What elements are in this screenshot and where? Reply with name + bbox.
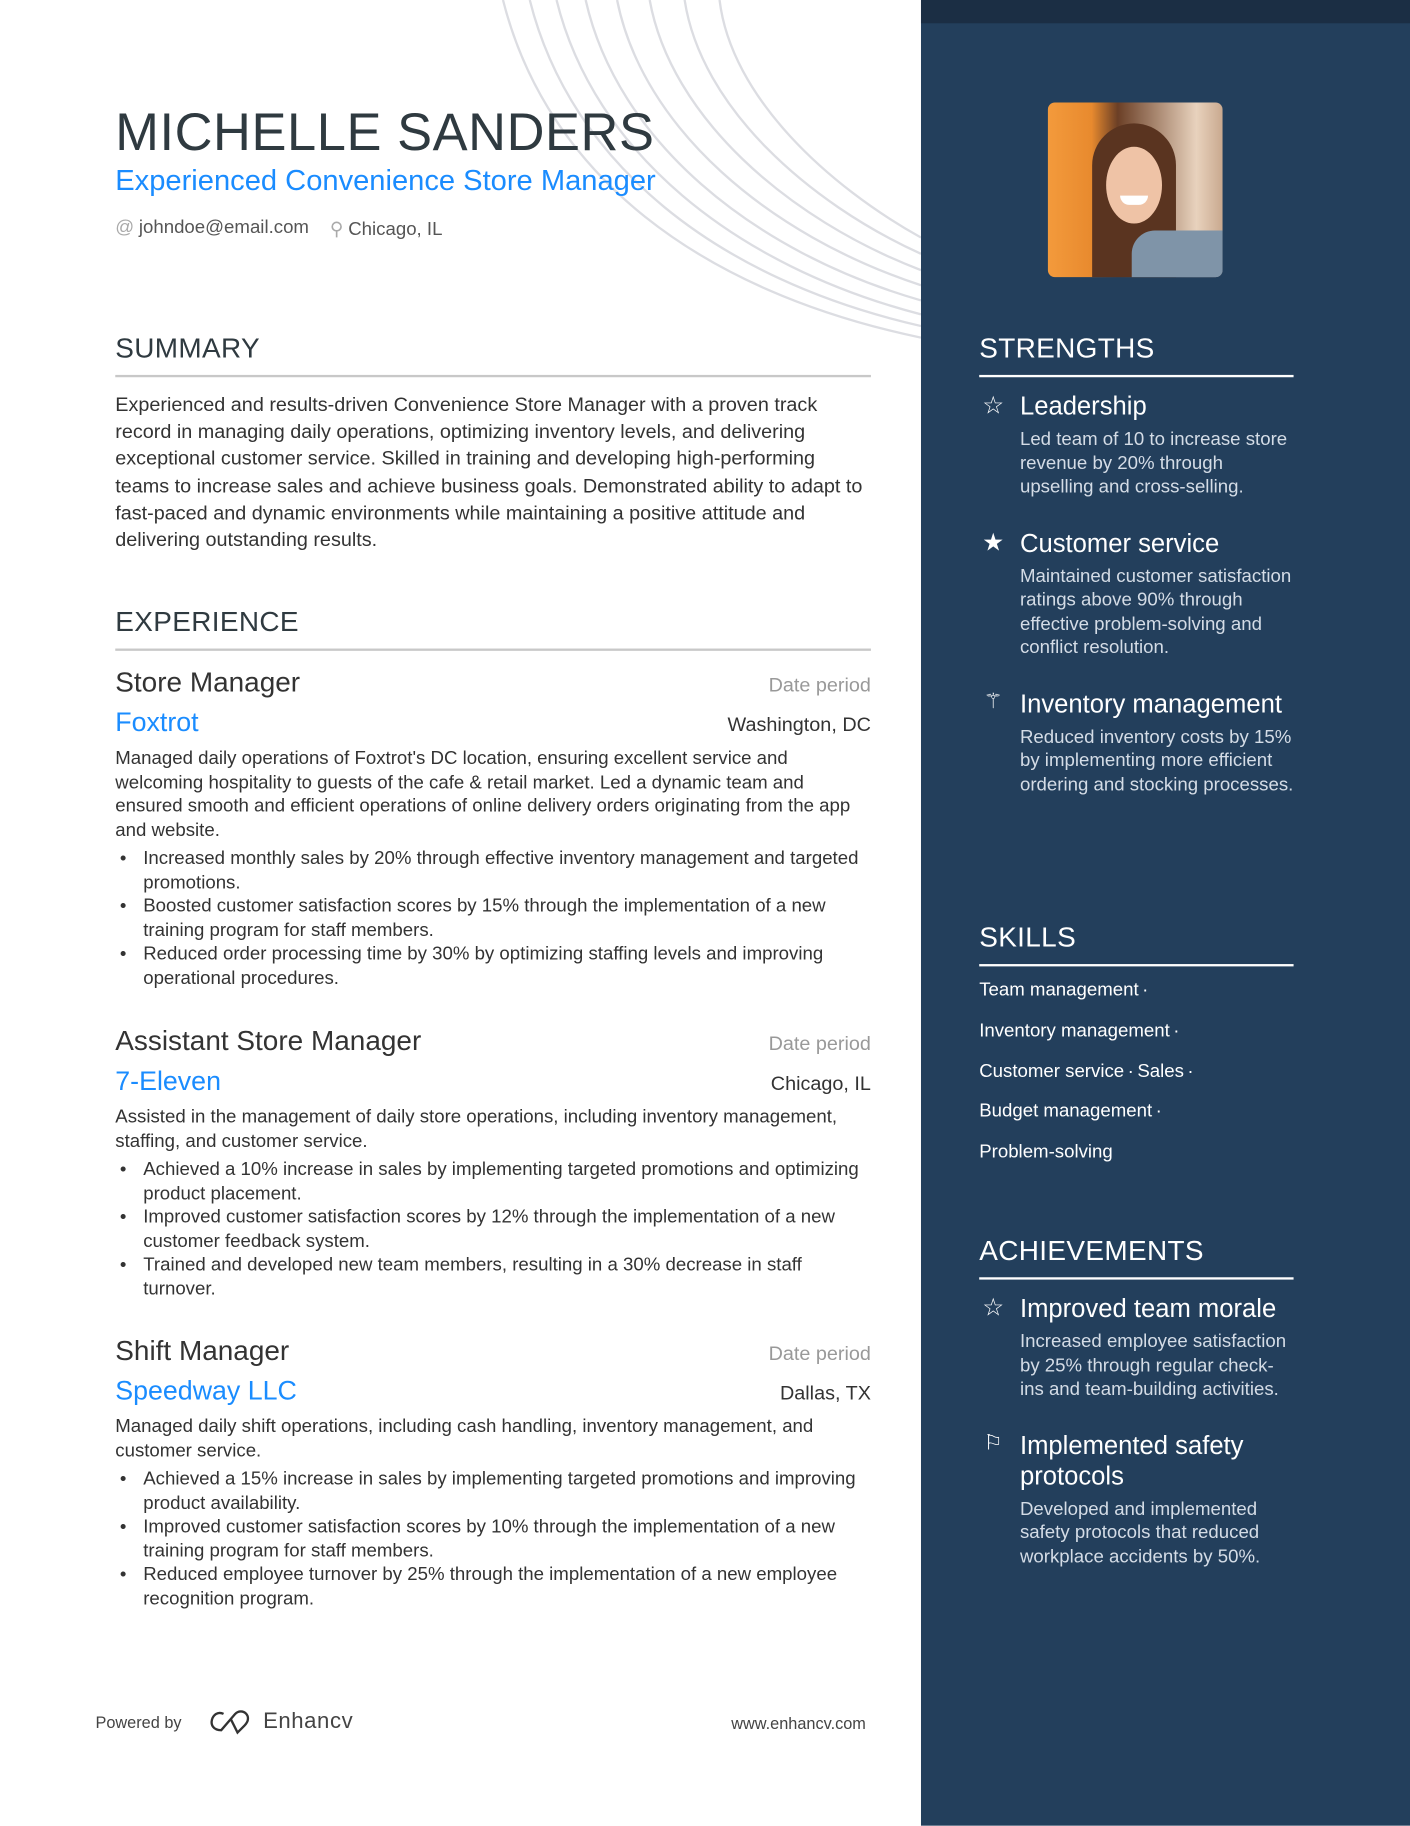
- job-location: Chicago, IL: [770, 1072, 871, 1095]
- footer-url[interactable]: www.enhancv.com: [731, 1713, 866, 1733]
- skill-tag: Budget management: [979, 1101, 1153, 1122]
- job-location: Dallas, TX: [779, 1382, 871, 1405]
- footer-brand: [95, 1709, 353, 1735]
- enhancv-logo[interactable]: [207, 1709, 353, 1735]
- skill-tag: Problem-solving: [979, 1142, 1113, 1163]
- skill-line: [979, 971, 1293, 1012]
- enhancv-logo-icon: [207, 1709, 254, 1735]
- skill-separator: ·: [1173, 1020, 1180, 1041]
- skill-separator: ·: [1127, 1061, 1134, 1082]
- bullet-item: • Boosted customer satisfaction scores by 15% through the implementation of a new training program for staff members.: [115, 895, 871, 943]
- star-filled-icon: ★: [982, 529, 1005, 556]
- job-role: Shift Manager: [115, 1335, 290, 1367]
- candidate-name: MICHELLE SANDERS: [115, 102, 655, 162]
- job-role: Store Manager: [115, 667, 301, 699]
- achievement-item: [979, 1430, 1293, 1569]
- strength-title: Leadership: [1019, 391, 1147, 421]
- contact-info: [115, 218, 442, 241]
- photo-jacket: [1132, 231, 1223, 278]
- enhancv-brand-text: Enhancv: [263, 1709, 354, 1734]
- achievement-title: Implemented safety protocols: [1019, 1430, 1244, 1490]
- job-bullets: [115, 1468, 871, 1611]
- job-entry: [115, 1335, 871, 1611]
- skill-line: [979, 1133, 1293, 1174]
- job-description: Assisted in the management of daily store operations, including inventory management, staffing, and customer service.: [115, 1107, 838, 1151]
- photo-face: [1106, 147, 1162, 224]
- email-text: johndoe@email.com: [138, 217, 309, 238]
- email[interactable]: [115, 218, 309, 241]
- location-pin-icon: ⚲: [329, 220, 344, 240]
- section-heading: SUMMARY: [115, 332, 261, 365]
- divider: [115, 649, 871, 651]
- job-date: Date period: [768, 1342, 871, 1365]
- strength-description: Maintained customer satisfaction ratings above 90% through effective problem-solving and conflict resolution.: [1019, 566, 1292, 658]
- skill-tag: Customer service: [979, 1061, 1125, 1082]
- job-bullets: [115, 848, 871, 991]
- bullet-item: • Increased monthly sales by 20% through effective inventory management and targeted promotions.: [115, 848, 871, 896]
- divider: [115, 375, 871, 377]
- job-date: Date period: [768, 1032, 871, 1055]
- sidebar-top-band: [921, 0, 1410, 23]
- achievement-title: Improved team morale: [1019, 1293, 1277, 1323]
- strength-item: [979, 528, 1293, 661]
- magic-wand-icon: ⚚: [983, 688, 1003, 712]
- at-icon: @: [115, 217, 135, 238]
- skill-tag: Team management: [979, 980, 1139, 1001]
- job-description: Managed daily operations of Foxtrot's DC location, ensuring excellent service and welcoming hospitality to guests of the cafe & retail market. Led a dynamic team and ensured smooth and efficient operations of online delivery orders originating from the app and website.: [115, 748, 851, 841]
- bullet-item: • Improved customer satisfaction scores by 10% through the implementation of a new training program for staff members.: [115, 1516, 871, 1564]
- experience-section: [115, 607, 871, 651]
- skill-separator: ·: [1155, 1101, 1162, 1122]
- job-entry: [115, 1026, 871, 1302]
- skill-separator: ·: [1142, 980, 1149, 1001]
- job-company[interactable]: Speedway LLC: [115, 1375, 297, 1406]
- strength-item: [979, 689, 1293, 798]
- star-outline-icon: ☆: [982, 392, 1005, 420]
- divider: [979, 375, 1293, 377]
- star-outline-icon: ☆: [982, 1294, 1005, 1322]
- skill-line: [979, 1012, 1293, 1053]
- skill-line: [979, 1093, 1293, 1134]
- skill-separator: ·: [1187, 1061, 1194, 1082]
- job-company[interactable]: Foxtrot: [115, 706, 199, 738]
- summary-text: Experienced and results-driven Convenience Store Manager with a proven track record in managing daily operations, optimizing inventory levels, and delivering exceptional customer service. Skilled in training and developing high-performing teams to increase sales and achieve business goals. Demonstrated ability to adapt to fast-paced and dynamic environments while maintaining a positive attitude and delivering outstanding results.: [115, 393, 863, 551]
- job-date: Date period: [768, 674, 871, 697]
- job-location: Washington, DC: [727, 713, 871, 736]
- job-entry: [115, 667, 871, 991]
- job-role: Assistant Store Manager: [115, 1025, 422, 1058]
- bullet-item: • Reduced employee turnover by 25% through the implementation of a new employee recognition program.: [115, 1564, 871, 1612]
- strength-description: Led team of 10 to increase store revenue by 20% through upselling and cross-selling.: [1019, 429, 1288, 498]
- job-bullets: [115, 1159, 871, 1302]
- strengths-section: [979, 333, 1293, 798]
- bullet-item: • Improved customer satisfaction scores by 12% through the implementation of a new customer feedback system.: [115, 1206, 871, 1254]
- location: [330, 218, 443, 241]
- profile-photo: [1048, 102, 1223, 277]
- summary-section: [115, 333, 871, 553]
- section-heading: SKILLS: [979, 922, 1077, 954]
- powered-by-label: Powered by: [95, 1712, 182, 1732]
- job-description: Managed daily shift operations, including cash handling, inventory management, and customer service.: [115, 1416, 814, 1461]
- skill-line: [979, 1052, 1293, 1093]
- flag-icon: ⚐: [983, 1430, 1003, 1454]
- achievements-section: [979, 1235, 1293, 1569]
- location-text: Chicago, IL: [348, 220, 443, 240]
- strength-title: Customer service: [1019, 528, 1220, 558]
- achievement-description: Increased employee satisfaction by 25% through regular check-ins and team-building activities.: [1019, 1331, 1287, 1400]
- achievement-item: [979, 1294, 1293, 1403]
- bullet-item: • Achieved a 10% increase in sales by implementing targeted promotions and optimizing product placement.: [115, 1159, 871, 1207]
- skills-section: [979, 922, 1293, 1173]
- job-company[interactable]: 7-Eleven: [115, 1065, 221, 1096]
- section-heading: STRENGTHS: [979, 332, 1155, 365]
- skills-list: [979, 971, 1293, 1174]
- bullet-item: • Achieved a 15% increase in sales by implementing targeted promotions and improving product availability.: [115, 1468, 871, 1516]
- bullet-item: • Reduced order processing time by 30% by optimizing staffing levels and improving operational procedures.: [115, 943, 871, 991]
- strength-description: Reduced inventory costs by 15% by implementing more efficient ordering and stocking processes.: [1019, 727, 1294, 795]
- bullet-item: • Trained and developed new team members, resulting in a 30% decrease in staff turnover.: [115, 1254, 871, 1302]
- skill-tag: Inventory management: [979, 1020, 1170, 1041]
- skill-tag: Sales: [1137, 1061, 1184, 1082]
- candidate-title: Experienced Convenience Store Manager: [115, 164, 656, 197]
- achievement-description: Developed and implemented safety protocols that reduced workplace accidents by 50%.: [1019, 1499, 1261, 1567]
- divider: [979, 964, 1293, 966]
- divider: [979, 1277, 1293, 1279]
- section-heading: ACHIEVEMENTS: [979, 1235, 1204, 1267]
- strength-item: [979, 391, 1293, 500]
- strength-title: Inventory management: [1019, 688, 1282, 718]
- section-heading: EXPERIENCE: [115, 606, 299, 639]
